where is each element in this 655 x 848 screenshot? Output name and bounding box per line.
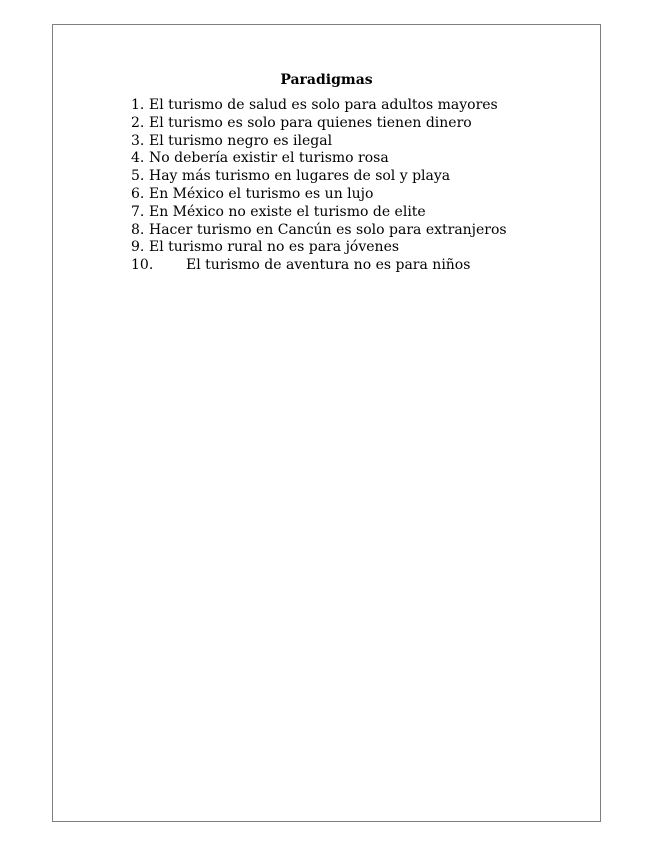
list-item	[131, 168, 507, 186]
list-item	[131, 97, 507, 115]
list-item-text: El turismo de salud es solo para adultos mayores	[149, 97, 498, 113]
list-item-number: 9.	[131, 239, 145, 256]
document-page	[52, 24, 601, 822]
list-item-number: 6.	[131, 185, 145, 202]
list-item	[131, 239, 507, 257]
list-item	[131, 115, 507, 133]
list-item-number: 4.	[131, 150, 145, 167]
list-item	[131, 150, 507, 168]
list-item	[131, 204, 507, 222]
list-item-text: El turismo de aventura no es para niños	[186, 257, 471, 274]
paradigm-list	[131, 97, 507, 275]
list-item	[131, 133, 507, 151]
list-item-text: El turismo es solo para quienes tienen dinero	[149, 114, 472, 131]
list-item	[131, 257, 507, 275]
list-item	[131, 222, 507, 240]
list-item	[131, 186, 507, 204]
list-item-number: 2.	[131, 114, 145, 131]
list-item-number: 1.	[131, 97, 145, 113]
list-item-number: 8.	[131, 221, 145, 238]
list-item-number: 5.	[131, 168, 145, 185]
list-item-text: En México el turismo es un lujo	[149, 185, 374, 202]
list-item-text: El turismo rural no es para jóvenes	[149, 239, 400, 256]
list-item-text: En México no existe el turismo de elite	[149, 203, 426, 220]
list-item-text: Hay más turismo en lugares de sol y playa	[149, 168, 451, 185]
list-item-text: Hacer turismo en Cancún es solo para extranjeros	[149, 221, 507, 238]
document-title: Paradigmas	[280, 72, 373, 88]
list-item-number: 10.	[131, 257, 154, 274]
list-item-text: El turismo negro es ilegal	[149, 132, 333, 149]
list-item-text: No debería existir el turismo rosa	[149, 150, 389, 167]
list-item-number: 7.	[131, 203, 145, 220]
list-item-number: 3.	[131, 132, 145, 149]
